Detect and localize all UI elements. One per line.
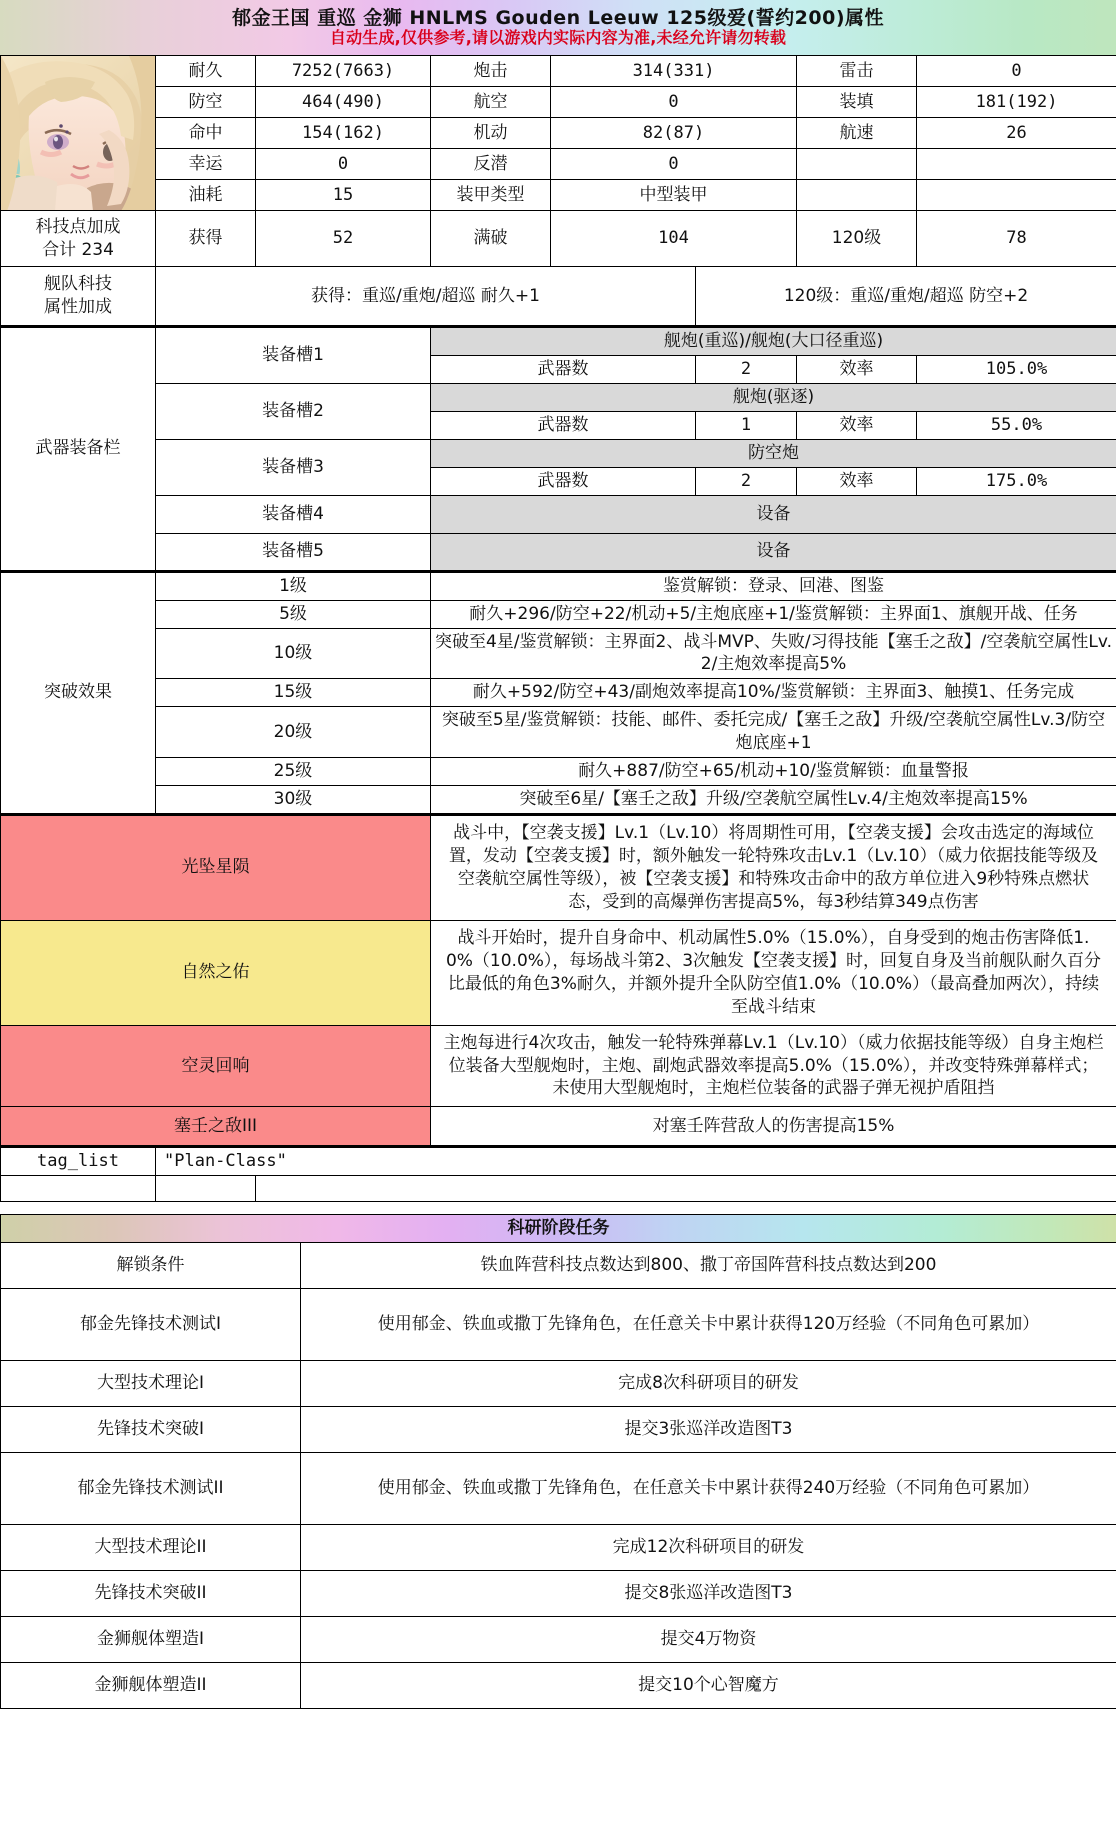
fleet-tech-label [1,267,156,327]
stat-key: 航空 [431,87,551,118]
breakthrough-level: 20级 [156,707,431,758]
stat-key: 航速 [797,118,917,149]
equipment-slot-label: 装备槽5 [156,533,431,571]
equipment-slot-type: 设备 [431,495,1116,533]
equipment-eff-label: 效率 [797,355,917,383]
stats-row [1,149,1116,180]
equipment-slot-label: 装备槽4 [156,495,431,533]
equipment-qty-label: 武器数 [431,467,696,495]
equipment-slot-label: 装备槽1 [156,327,431,384]
breakthrough-level: 15级 [156,679,431,707]
research-row [1,1243,1116,1289]
equipment-qty-value: 1 [696,411,797,439]
skill-description: 对塞壬阵营敌人的伤害提高15% [431,1107,1116,1147]
equipment-slot2-type-row [1,383,1116,411]
research-row [1,1453,1116,1525]
equipment-eff-value: 55.0% [917,411,1116,439]
skill-row [1,815,1116,921]
tag-list-label: tag_list [1,1147,156,1176]
stats-row [1,56,1116,87]
research-task-name: 大型技术理论I [1,1361,301,1407]
skill-description: 战斗中，【空袭支援】Lv.1（Lv.10）将周期性可用，【空袭支援】会攻击选定的海域位置，发动【空袭支援】时，额外触发一轮特殊攻击Lv.1（Lv.10）（威力依据技能等级及空袭航空属性等级），被【空袭支援】和特殊攻击命中的敌方单位进入9秒特殊点燃状态，受到的高爆弹伤害提高5%，每3秒结算349点伤害 [431,815,1116,921]
section-gap [0,1202,1116,1214]
research-row [1,1407,1116,1453]
stat-key: 反潜 [431,149,551,180]
research-row [1,1289,1116,1361]
techpoints-label-line2: 合计 234 [42,239,114,260]
stat-key: 机动 [431,118,551,149]
stat-value: 0 [551,149,797,180]
equipment-slot-type: 防空炮 [431,439,1116,467]
empty-cell [156,1176,256,1202]
research-task-desc: 提交8张巡洋改造图T3 [301,1571,1116,1617]
skill-name: 塞壬之敌III [1,1107,431,1147]
techpoints-key: 满破 [431,211,551,267]
tag-list-row [1,1147,1116,1176]
equipment-slot5-row [1,533,1116,571]
breakthrough-row [1,786,1116,815]
breakthrough-level: 25级 [156,758,431,786]
stat-key [797,180,917,211]
breakthrough-text: 耐久+296/防空+22/机动+5/主炮底座+1/鉴赏解锁：主界面1、旗舰开战、任务 [431,600,1116,628]
research-task-desc: 提交4万物资 [301,1617,1116,1663]
research-task-desc: 提交3张巡洋改造图T3 [301,1407,1116,1453]
breakthrough-section-label: 突破效果 [1,571,156,814]
equipment-qty-value: 2 [696,355,797,383]
fleet-tech-label-line2: 属性加成 [44,297,112,317]
equipment-slot-label: 装备槽3 [156,439,431,495]
stat-key: 命中 [156,118,256,149]
breakthrough-row [1,600,1116,628]
techpoints-value: 52 [256,211,431,267]
breakthrough-row [1,707,1116,758]
equipment-qty-label: 武器数 [431,355,696,383]
equipment-slot3-type-row [1,439,1116,467]
equipment-eff-value: 175.0% [917,467,1116,495]
research-task-name: 郁金先锋技术测试I [1,1289,301,1361]
stat-key: 雷击 [797,56,917,87]
stat-key: 装甲类型 [431,180,551,211]
skill-description: 战斗开始时，提升自身命中、机动属性5.0%（15.0%），自身受到的炮击伤害降低1.0%（10.0%），每场战斗第2、3次触发【空袭支援】时，回复自身及当前舰队耐久百分比最低的角色3%耐久，并额外提升全队防空值1.0%（10.0%）（最高叠加两次），持续至战斗结束 [431,920,1116,1025]
breakthrough-level: 30级 [156,786,431,815]
equipment-eff-value: 105.0% [917,355,1116,383]
stat-value: 0 [256,149,431,180]
equipment-slot4-row [1,495,1116,533]
skill-description: 主炮每进行4次攻击，触发一轮特殊弹幕Lv.1（Lv.10）（威力依据技能等级）自身主炮栏位装备大型舰炮时，主炮、副炮武器效率提高5.0%（15.0%），并改变特殊弹幕样式；未使用大型舰炮时，主炮栏位装备的武器子弹无视护盾阻挡 [431,1025,1116,1107]
techpoints-value: 78 [917,211,1116,267]
tag-list-value: "Plan-Class" [156,1147,1116,1176]
research-row [1,1617,1116,1663]
stat-key: 耐久 [156,56,256,87]
research-task-desc: 铁血阵营科技点数达到800、撒丁帝国阵营科技点数达到200 [301,1243,1116,1289]
empty-spacer-row [1,1176,1116,1202]
stat-value: 中型装甲 [551,180,797,211]
sheet-disclaimer: 自动生成,仅供参考,请以游戏内实际内容为准,未经允许请勿转载 [329,28,787,48]
techpoints-row [1,211,1116,267]
breakthrough-level: 5级 [156,600,431,628]
research-task-desc: 提交10个心智魔方 [301,1663,1116,1709]
stat-value [917,149,1116,180]
breakthrough-row [1,679,1116,707]
breakthrough-text: 突破至4星/鉴赏解锁：主界面2、战斗MVP、失败/习得技能【塞壬之敌】/空袭航空属性Lv.2/主炮效率提高5% [431,628,1116,679]
stat-value: 464(490) [256,87,431,118]
stat-key [797,149,917,180]
stat-value: 181(192) [917,87,1116,118]
empty-cell [256,1176,1116,1202]
research-task-name: 大型技术理论II [1,1525,301,1571]
stat-value: 26 [917,118,1116,149]
skill-row [1,920,1116,1025]
research-task-desc: 完成8次科研项目的研发 [301,1361,1116,1407]
research-row [1,1525,1116,1571]
equipment-qty-label: 武器数 [431,411,696,439]
techpoints-label [1,211,156,267]
research-task-desc: 使用郁金、铁血或撒丁先锋角色，在任意关卡中累计获得240万经验（不同角色可累加） [301,1453,1116,1525]
equipment-slot-type: 设备 [431,533,1116,571]
skill-name: 自然之佑 [1,920,431,1025]
skill-name: 空灵回响 [1,1025,431,1107]
equipment-slot1-type-row [1,327,1116,356]
breakthrough-text: 鉴赏解锁：登录、回港、图鉴 [431,571,1116,600]
breakthrough-row [1,628,1116,679]
breakthrough-text: 突破至5星/鉴赏解锁：技能、邮件、委托完成/【塞壬之敌】升级/空袭航空属性Lv.3/防空炮底座+1 [431,707,1116,758]
breakthrough-text: 突破至6星/【塞壬之敌】升级/空袭航空属性Lv.4/主炮效率提高15% [431,786,1116,815]
stat-key: 防空 [156,87,256,118]
fleet-tech-left: 获得：重巡/重炮/超巡 耐久+1 [156,267,696,327]
stat-value: 15 [256,180,431,211]
main-table [0,55,1116,1202]
stat-key: 炮击 [431,56,551,87]
equipment-eff-label: 效率 [797,467,917,495]
research-banner-row [1,1215,1116,1243]
fleet-tech-right: 120级：重巡/重炮/超巡 防空+2 [696,267,1116,327]
stat-value: 82(87) [551,118,797,149]
skill-row [1,1107,1116,1147]
stat-value [917,180,1116,211]
sheet-title: 郁金王国 重巡 金狮 HNLMS Gouden Leeuw 125级爱(誓约200)属性 [231,6,885,29]
stat-value: 314(331) [551,56,797,87]
stats-row [1,87,1116,118]
equipment-slot-type: 舰炮(重巡)/舰炮(大口径重巡) [431,327,1116,356]
techpoints-key: 120级 [797,211,917,267]
portrait-illustration [1,56,156,211]
stat-key: 装填 [797,87,917,118]
fleet-tech-row [1,267,1116,327]
sheet-header [0,0,1116,55]
research-row [1,1361,1116,1407]
stats-row [1,180,1116,211]
character-portrait [1,56,156,211]
research-table [0,1214,1116,1709]
research-task-name: 金狮舰体塑造II [1,1663,301,1709]
research-task-name: 金狮舰体塑造I [1,1617,301,1663]
stats-row [1,118,1116,149]
breakthrough-text: 耐久+592/防空+43/副炮效率提高10%/鉴赏解锁：主界面3、触摸1、任务完成 [431,679,1116,707]
stat-value: 7252(7663) [256,56,431,87]
techpoints-label-line1: 科技点加成 [35,216,121,237]
techpoints-value: 104 [551,211,797,267]
research-banner-title: 科研阶段任务 [1,1215,1116,1243]
research-task-desc: 使用郁金、铁血或撒丁先锋角色，在任意关卡中累计获得120万经验（不同角色可累加） [301,1289,1116,1361]
skill-row [1,1025,1116,1107]
research-task-name: 解锁条件 [1,1243,301,1289]
breakthrough-row [1,571,1116,600]
research-task-name: 郁金先锋技术测试II [1,1453,301,1525]
techpoints-key: 获得 [156,211,256,267]
stat-key: 幸运 [156,149,256,180]
equipment-eff-label: 效率 [797,411,917,439]
fleet-tech-label-line1: 舰队科技 [44,274,112,295]
research-task-desc: 完成12次科研项目的研发 [301,1525,1116,1571]
equipment-slot-type: 舰炮(驱逐) [431,383,1116,411]
breakthrough-text: 耐久+887/防空+65/机动+10/鉴赏解锁：血量警报 [431,758,1116,786]
equipment-slot-label: 装备槽2 [156,383,431,439]
breakthrough-level: 10级 [156,628,431,679]
research-task-name: 先锋技术突破II [1,1571,301,1617]
equipment-qty-value: 2 [696,467,797,495]
skill-name: 光坠星陨 [1,815,431,921]
stat-value: 0 [551,87,797,118]
research-row [1,1663,1116,1709]
stat-key: 油耗 [156,180,256,211]
breakthrough-row [1,758,1116,786]
breakthrough-level: 1级 [156,571,431,600]
research-task-name: 先锋技术突破I [1,1407,301,1453]
stat-value: 154(162) [256,118,431,149]
equipment-section-label: 武器装备栏 [1,327,156,572]
empty-cell [1,1176,156,1202]
stat-value: 0 [917,56,1116,87]
research-row [1,1571,1116,1617]
